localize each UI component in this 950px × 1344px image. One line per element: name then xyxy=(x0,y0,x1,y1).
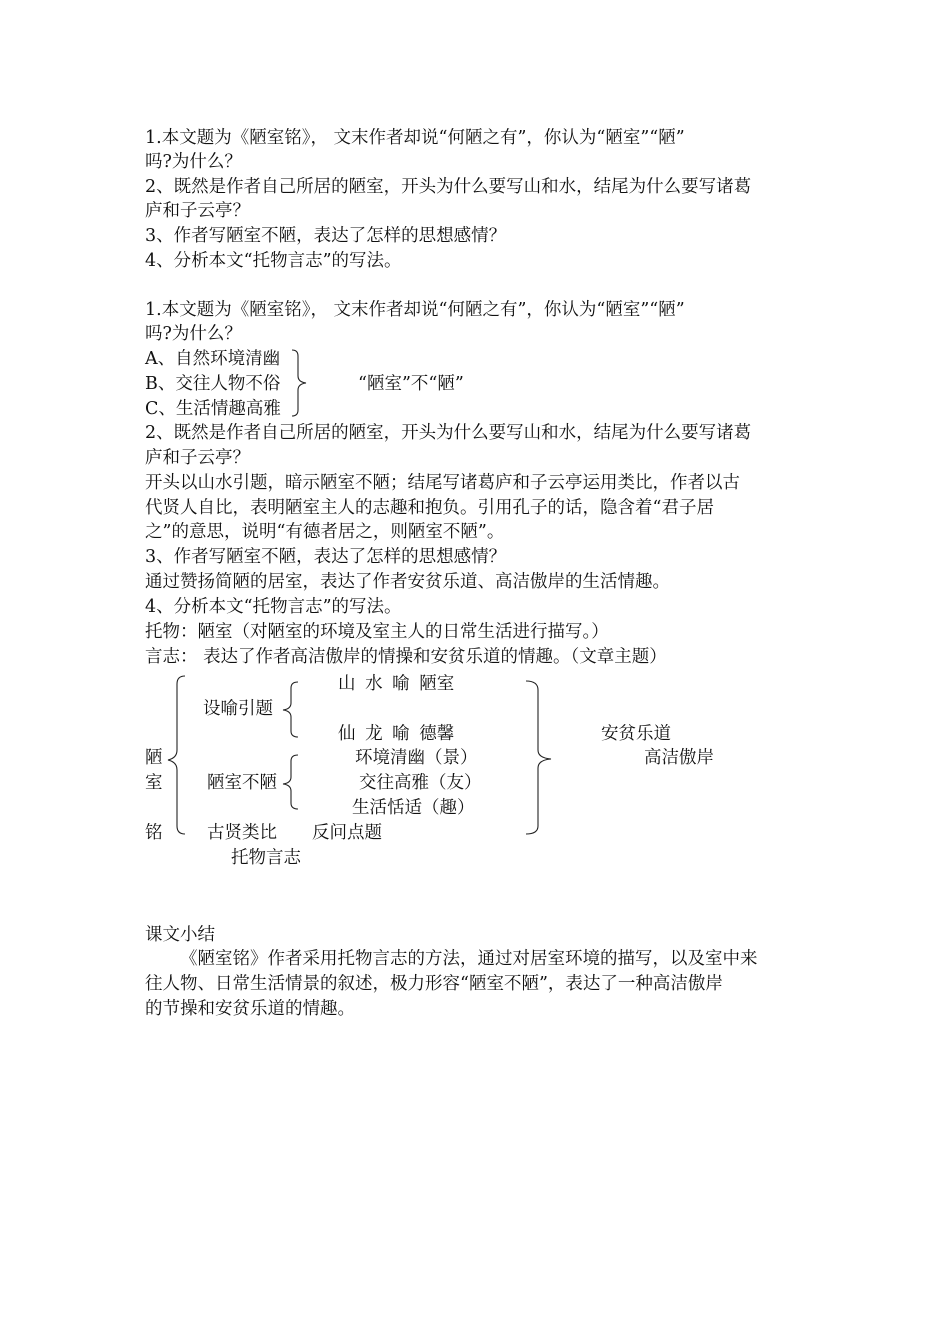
answer-2-line-1: 开头以山水引题，暗示陋室不陋；结尾写诸葛庐和子云亭运用类比，作者以古 xyxy=(145,473,740,493)
answer-question-1-line-2: 吗?为什么？ xyxy=(145,324,242,344)
diagram-root-char-3: 铭 xyxy=(145,823,163,843)
answer-1-conclusion: “陋室”不“陋” xyxy=(358,374,464,394)
answer-question-3: 3、作者写陋室不陋，表达了怎样的思想感情？ xyxy=(145,547,507,567)
summary-title: 课文小结 xyxy=(145,925,215,945)
diagram-root-char-1: 陋 xyxy=(145,748,163,768)
question-2-line-2: 庐和子云亭？ xyxy=(145,201,250,221)
diagram-result-1: 安贫乐道 xyxy=(601,724,671,744)
diagram-branch-1-item-2: 仙 龙 喻 德馨 xyxy=(338,724,455,744)
diagram-branch-3-extra: 反问点题 xyxy=(312,823,382,843)
summary-line-3: 的节操和安贫乐道的情趣。 xyxy=(145,999,355,1019)
diagram-footer: 托物言志 xyxy=(231,848,301,868)
answer-question-2-line-2: 庐和子云亭？ xyxy=(145,448,250,468)
diagram-branch-1-label: 设喻引题 xyxy=(203,699,273,719)
diagram-branch-2-item-1: 环境清幽（景） xyxy=(355,748,478,768)
answer-1-point-c: C、生活情趣高雅 xyxy=(145,399,281,419)
diagram-branch-1-brace xyxy=(283,682,298,737)
answer-question-4: 4、分析本文“托物言志”的写法。 xyxy=(145,597,402,617)
diagram-branch-2-item-2: 交往高雅（友） xyxy=(359,773,482,793)
answer-question-1-line-1: 1.本文题为《陋室铭》， 文末作者却说“何陋之有”，你认为“陋室”“陋” xyxy=(145,300,685,320)
diagram-root-char-2: 室 xyxy=(145,773,163,793)
diagram-branch-2-item-3: 生活恬适（趣） xyxy=(352,798,475,818)
answer-4-line-1: 托物：陋室（对陋室的环境及室主人的日常生活进行描写。） xyxy=(145,622,609,642)
diagram-result-brace xyxy=(526,681,551,834)
question-1-line-2: 吗?为什么？ xyxy=(145,152,242,172)
answer-1-brace xyxy=(292,350,306,416)
answer-3: 通过赞扬简陋的居室，表达了作者安贫乐道、高洁傲岸的生活情趣。 xyxy=(145,572,670,592)
answer-1-point-b: B、交往人物不俗 xyxy=(145,374,281,394)
answer-4-line-2: 言志： 表达了作者高洁傲岸的情操和安贫乐道的情趣。（文章主题） xyxy=(145,647,667,667)
diagram-branch-3-label: 古贤类比 xyxy=(207,823,277,843)
diagram-branch-1-item-1: 山 水 喻 陋室 xyxy=(338,674,455,694)
answer-question-2-line-1: 2、既然是作者自己所居的陋室，开头为什么要写山和水，结尾为什么要写诸葛 xyxy=(145,423,752,443)
answer-2-line-2: 代贤人自比，表明陋室主人的志趣和抱负。引用孔子的话，隐含着“君子居 xyxy=(145,498,714,518)
question-2-line-1: 2、既然是作者自己所居的陋室，开头为什么要写山和水，结尾为什么要写诸葛 xyxy=(145,177,752,197)
diagram-result-2: 高洁傲岸 xyxy=(644,748,714,768)
diagram-branch-2-brace xyxy=(283,755,298,809)
diagram-branch-2-label: 陋室不陋 xyxy=(207,773,277,793)
answer-2-line-3: 之”的意思，说明“有德者居之，则陋室不陋”。 xyxy=(145,522,505,542)
answer-1-point-a: A、自然环境清幽 xyxy=(145,349,281,369)
question-1-line-1: 1.本文题为《陋室铭》， 文末作者却说“何陋之有”，你认为“陋室”“陋” xyxy=(145,128,685,148)
diagram-root-brace xyxy=(168,676,185,834)
summary-line-1: 《陋室铭》作者采用托物言志的方法，通过对居室环境的描写，以及室中来 xyxy=(180,949,758,969)
summary-line-2: 往人物、日常生活情景的叙述，极力形容“陋室不陋”，表达了一种高洁傲岸 xyxy=(145,974,723,994)
question-3: 3、作者写陋室不陋，表达了怎样的思想感情？ xyxy=(145,226,507,246)
question-4: 4、分析本文“托物言志”的写法。 xyxy=(145,251,402,271)
